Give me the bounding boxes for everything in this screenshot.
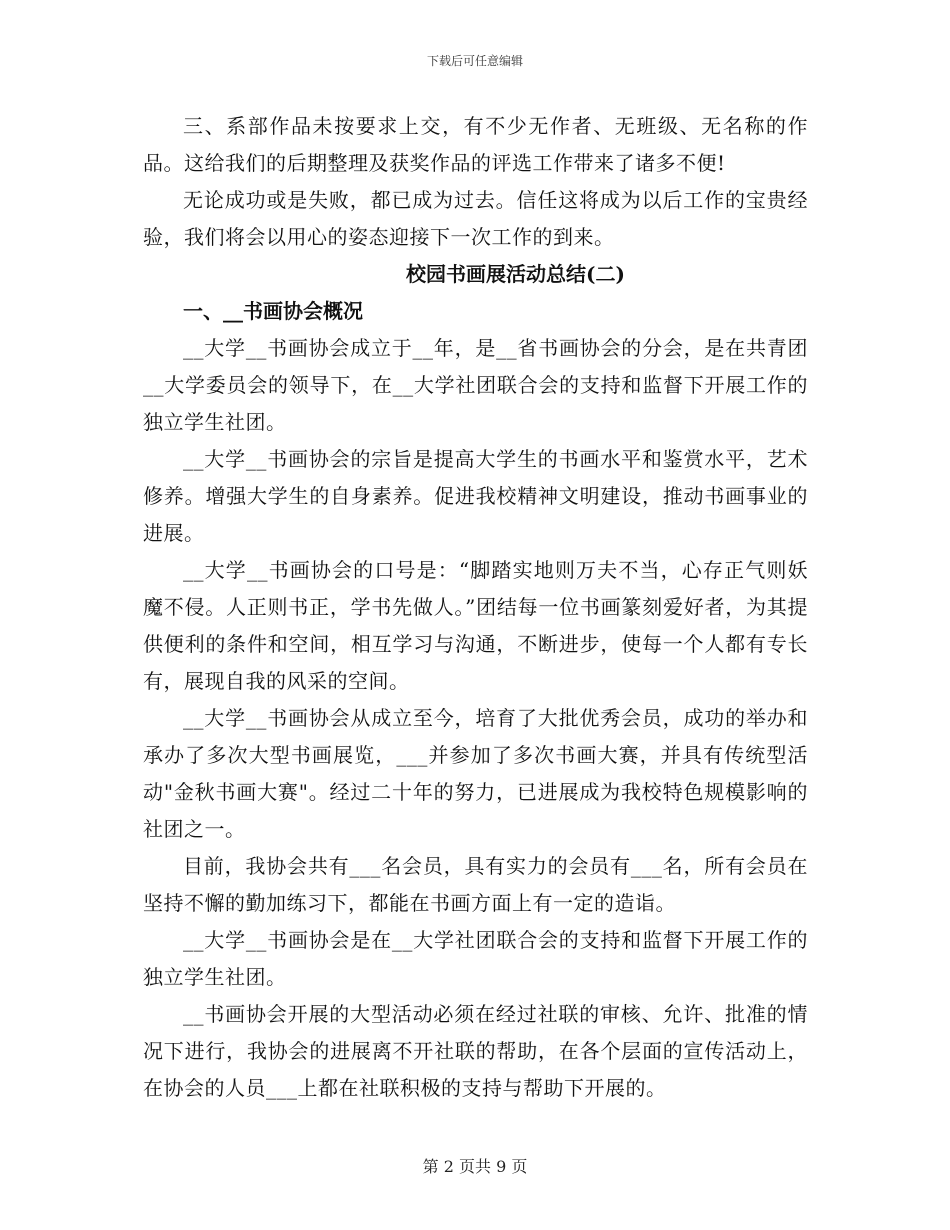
paragraph: 三、系部作品未按要求上交，有不少无作者、无班级、无名称的作品。这给我们的后期整理及获奖作品的评选工作带来了诸多不便! bbox=[143, 114, 808, 175]
paragraph: __大学__书画协会成立于__年，是__省书画协会的分会，是在共青团__大学委员会的领导下，在__大学社团联合会的支持和监督下开展工作的独立学生社团。 bbox=[143, 336, 808, 434]
page-footer: 第 2 页共 9 页 bbox=[422, 1157, 528, 1176]
paragraph: __大学__书画协会的口号是：“脚踏实地则万夫不当，心存正气则妖魔不侵。人正则书正，学书先做人。”团结每一位书画篆刻爱好者，为其提供便利的条件和空间，相互学习与沟通，不断进步，使每一个人都有专长有，展现自我的风采的空间。 bbox=[143, 558, 808, 693]
paragraph: __大学__书画协会从成立至今，培育了大批优秀会员，成功的举办和承办了多次大型书画展览，___并参加了多次书画大赛，并具有传统型活动"金秋书画大赛"。经过二十年的努力，已进展成为我校特色规模影响的社团之一。 bbox=[143, 706, 808, 841]
document-body bbox=[143, 108, 808, 1107]
section-heading: 一、__书画协会概况 bbox=[183, 299, 363, 323]
page-header: 下载后可任意编辑 bbox=[426, 54, 523, 68]
paragraph: 目前，我协会共有___名会员，具有实力的会员有___名，所有会员在坚持不懈的勤加练习下，都能在书画方面上有一定的造诣。 bbox=[143, 854, 808, 915]
section-title: 校园书画展活动总结(二) bbox=[406, 262, 625, 286]
paragraph: __大学__书画协会是在__大学社团联合会的支持和监督下开展工作的独立学生社团。 bbox=[143, 928, 808, 989]
paragraph: __书画协会开展的大型活动必须在经过社联的审核、允许、批准的情况下进行，我协会的进展离不开社联的帮助，在各个层面的宣传活动上，在协会的人员___上都在社联积极的支持与帮助下开展的。 bbox=[143, 1002, 808, 1100]
paragraph: __大学__书画协会的宗旨是提高大学生的书画水平和鉴赏水平，艺术修养。增强大学生的自身素养。促进我校精神文明建设，推动书画事业的进展。 bbox=[143, 447, 808, 545]
paragraph: 无论成功或是失败，都已成为过去。信任这将成为以后工作的宝贵经验，我们将会以用心的姿态迎接下一次工作的到来。 bbox=[143, 188, 808, 249]
